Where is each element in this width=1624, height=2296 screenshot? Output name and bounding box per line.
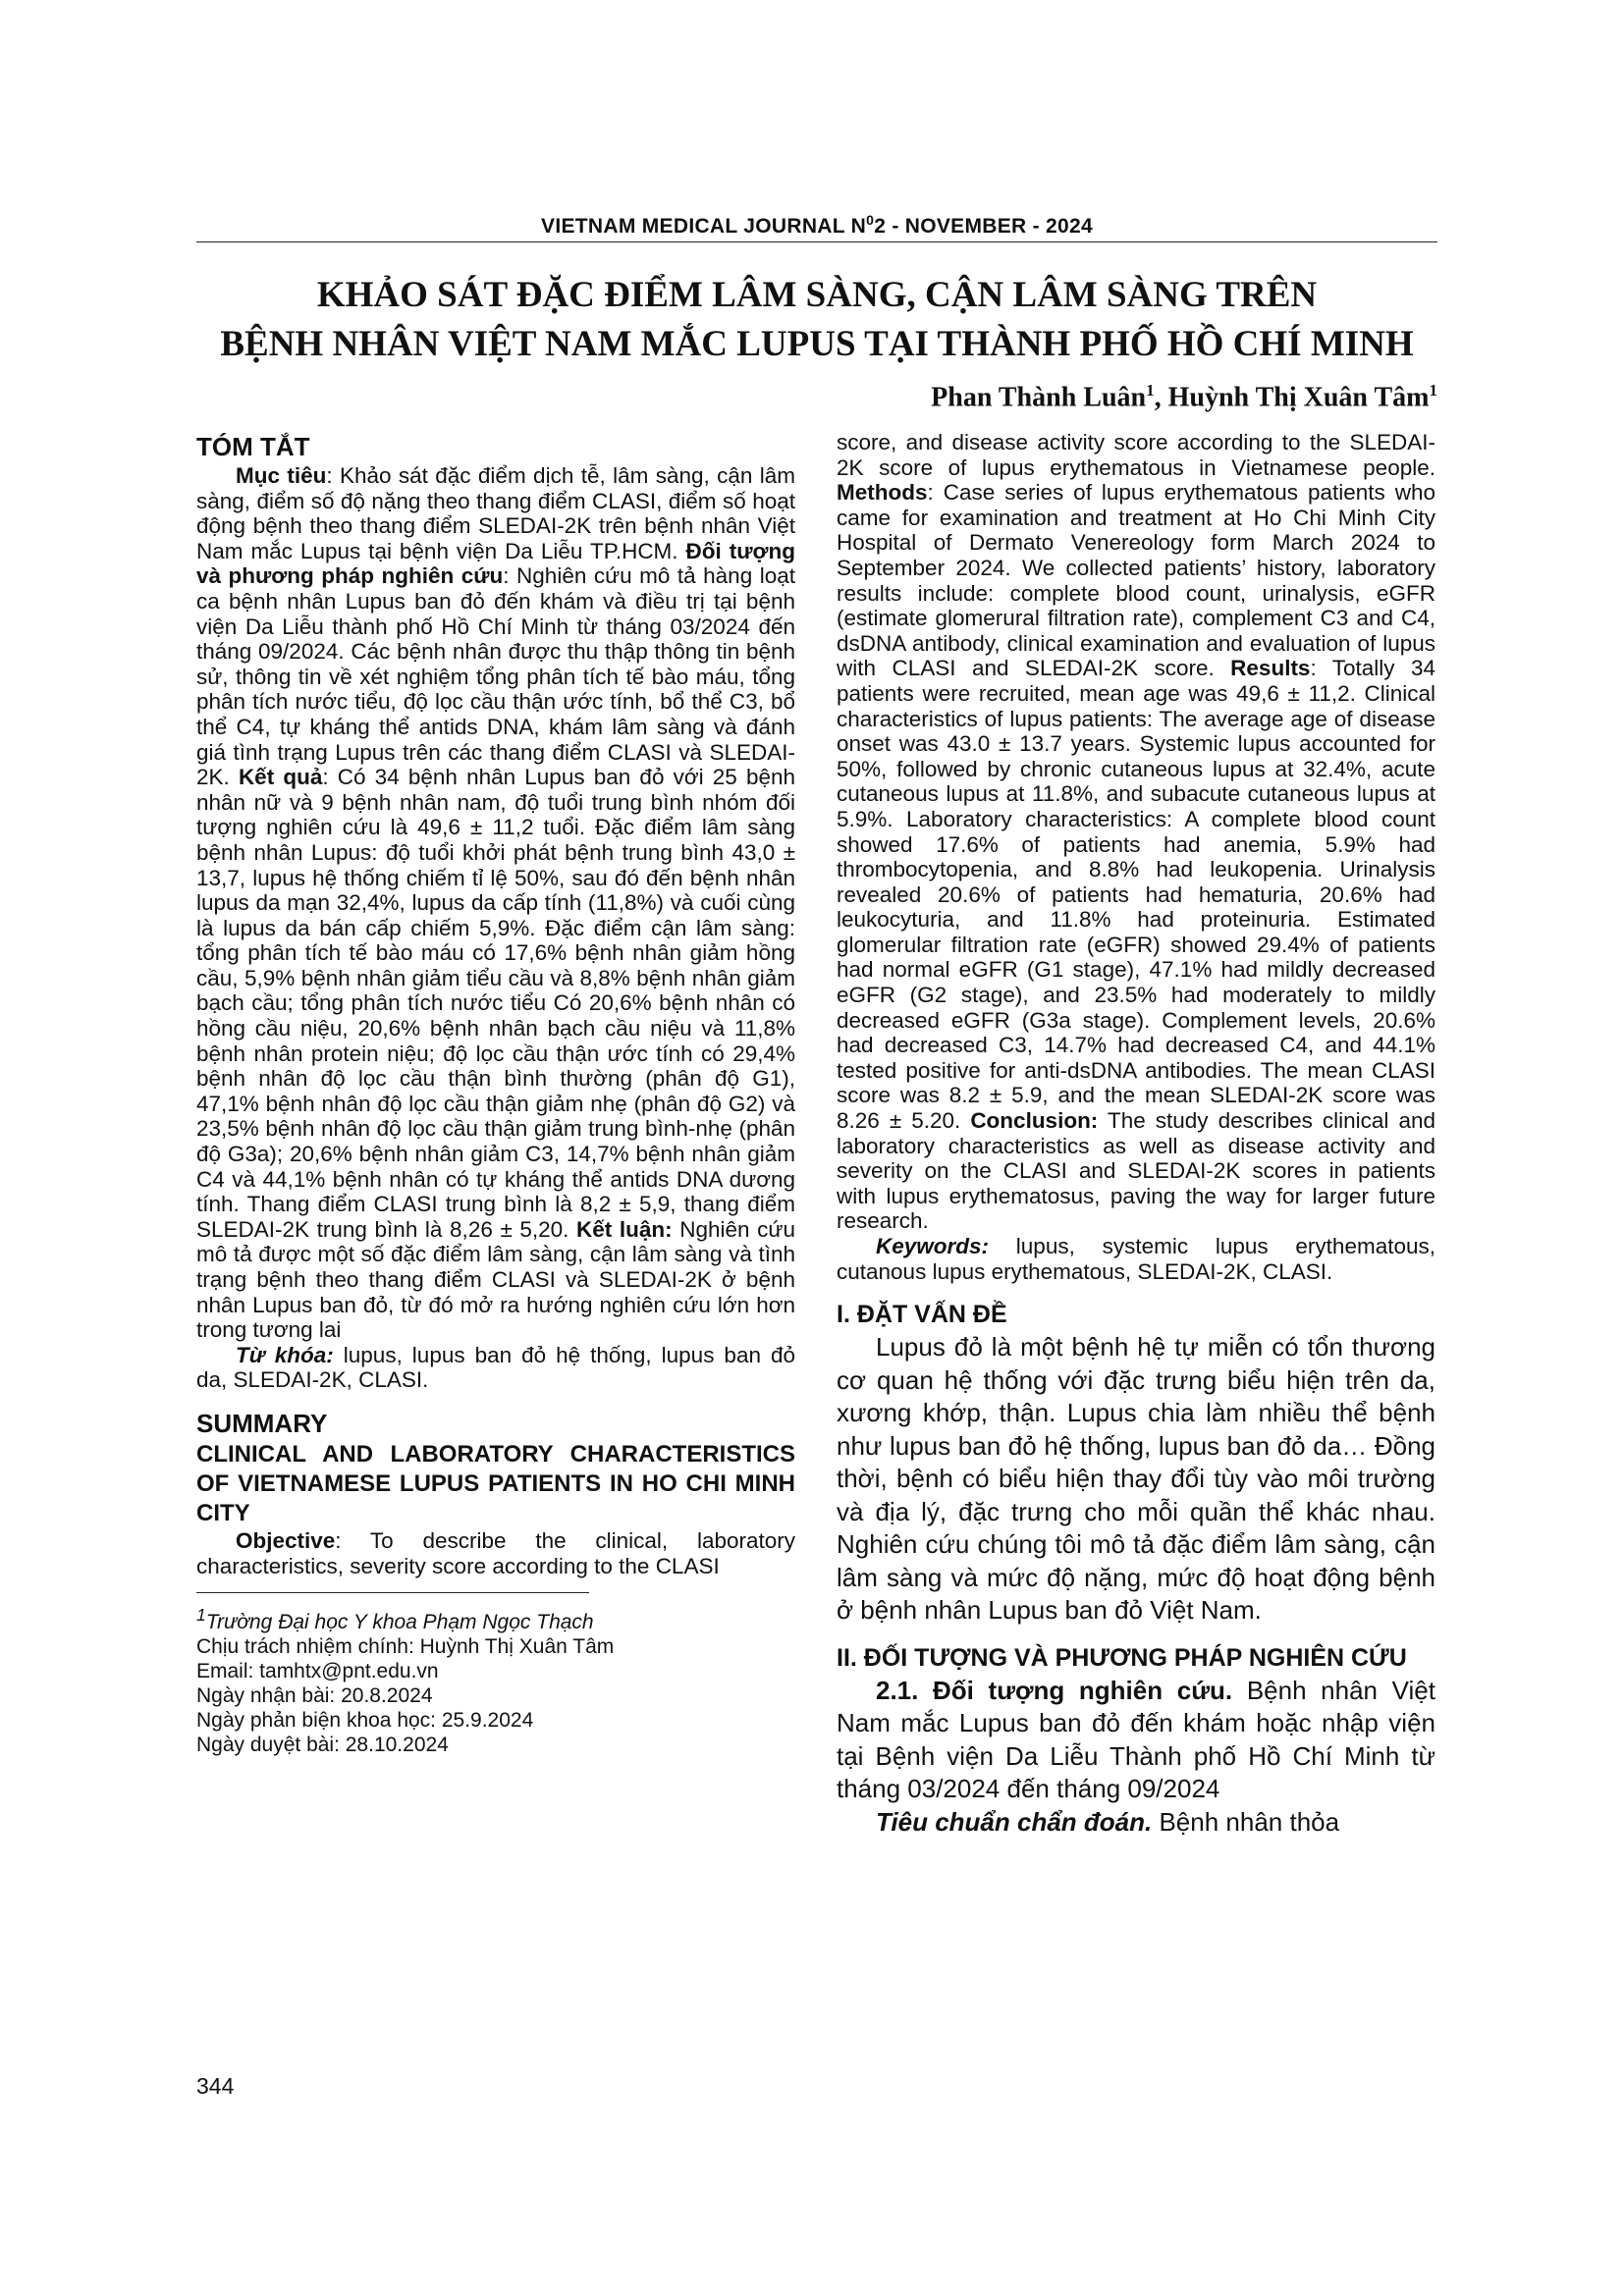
- results-en-text: : Totally 34 patients were recruited, mean age was 49,6 ± 11,2. Clinical characteristics of lupus patients: The average age of disease onset was 43.0 ± 13.7 years. Systemic lupus accounted for 50%, followed by chronic cutaneous lupus at 32.4%, acute cutaneous lupus at 11.8%, and subacute cutaneous lupus at 5.9%. Laboratory characteristics: A complete blood count showed 17.6% of patients had anemia, 5.9% had thrombocytopenia, and 8.8% had leukopenia. Urinalysis revealed 20.6% of patients had hematuria, 20.6% had leukocyturia, and 11.8% had proteinuria. Estimated glomerular filtration rate (eGFR) showed 29.4% of patients had normal eGFR (G1 stage), 47.1% had mildly decreased eGFR (G2 stage), and 23.5% had moderately to mildly decreased eGFR (G3a stage). Complement levels, 20.6% had decreased C3, 14.7% had decreased C4, and 44.1% tested positive for anti-dsDNA antibodies. The mean CLASI score was 8.2 ± 5.9, and the mean SLEDAI-2K score was 8.26 ± 5.20.: [837, 656, 1436, 1134]
- footnote-affil-sup: 1: [196, 1605, 206, 1626]
- results-vi-label: Kết quả: [238, 765, 323, 790]
- author-1: Phan Thành Luân: [931, 382, 1147, 413]
- title-line-2: BỆNH NHÂN VIỆT NAM MẮC LUPUS TẠI THÀNH PHỐ HỒ CHÍ MINH: [220, 324, 1414, 364]
- journal-issue: 2 - NOVEMBER - 2024: [874, 215, 1093, 238]
- footnote-accepted: Ngày duyệt bài: 28.10.2024: [196, 1734, 449, 1757]
- author-2-affil: 1: [1429, 381, 1437, 400]
- diagnosis-criteria-label: Tiêu chuẩn chẩn đoán.: [876, 1806, 1153, 1837]
- left-column: [196, 430, 795, 1757]
- footnote-affil-text: Trường Đại học Y khoa Phạm Ngọc Thạch: [205, 1611, 594, 1634]
- right-column: [837, 430, 1435, 1839]
- paper-title: [196, 271, 1437, 369]
- methods-vi-text: : Nghiên cứu mô tả hàng loạt ca bệnh nhân Lupus ban đỏ đến khám và điều trị tại bệnh viện Da Liễu thành phố Hồ Chí Minh từ tháng 03/2024 đến tháng 09/2024. Các bệnh nhân được thu thập thông tin bệnh sử, thông tin về xét nghiệm tổng phân tích tế bào máu, tổng phân tích nước tiểu, độ lọc cầu thận ước tính, bổ thể C3, bổ thể C4, tự kháng thể antids DNA, khám lâm sàng và đánh giá tình trạng Lupus trên các thang điểm CLASI và SLEDAI-2K.: [196, 563, 795, 790]
- footnote-responsible: Chịu trách nhiệm chính: Huỳnh Thị Xuân Tâm: [196, 1635, 615, 1659]
- diagnosis-criteria-text: Bệnh nhân thỏa: [1152, 1806, 1340, 1837]
- keywords-vi: [196, 1343, 795, 1393]
- summary-continued: [837, 430, 1435, 1234]
- section-2-1-text: Bệnh nhân Việt Nam mắc Lupus ban đỏ đến khám hoặc nhập viện tại Bệnh viện Da Liễu Thành phố Hồ Chí Minh từ tháng 03/2024 đến tháng 09/2024: [837, 1675, 1435, 1804]
- keywords-en-text: lupus, systemic lupus erythematous, cutanous lupus erythematous, SLEDAI-2K, CLASI.: [837, 1234, 1435, 1284]
- objective-en-label: Objective: [236, 1527, 336, 1553]
- abstract-vi-heading: TÓM TẮT: [196, 432, 310, 461]
- results-vi-text: : Có 34 bệnh nhân Lupus ban đỏ với 25 bệnh nhân nữ và 9 bệnh nhân nam, độ tuổi trung bình nhóm đối tượng nghiên cứu là 49,6 ± 11,2 tuổi. Đặc điểm lâm sàng bệnh nhân Lupus: độ tuổi khởi phát bệnh trung bình 43,0 ± 13,7, lupus hệ thống chiếm tỉ lệ 50%, sau đó đến bệnh nhân lupus da mạn 32,4%, lupus da cấp tính (11,8%) và cuối cùng là lupus da bán cấp chiếm 5,9%. Đặc điểm cận lâm sàng: tổng phân tích tế bào máu có 17,6% bệnh nhân giảm hồng cầu, 5,9% bệnh nhân giảm tiểu cầu và 8,8% bệnh nhân giảm bạch cầu; tổng phân tích nước tiểu Có 20,6% bệnh nhân có hồng cầu niệu, 20,6% bệnh nhân bạch cầu niệu và 11,8% bệnh nhân protein niệu; độ lọc cầu thận ước tính có 29,4% bệnh nhân độ lọc cầu thận bình thường (phân độ G1), 47,1% bệnh nhân độ lọc cầu thận giảm nhẹ (phân độ G2) và 23,5% bệnh nhân độ lọc cầu thận giảm trung bình-nhẹ (phân độ G3a); 20,6% bệnh nhân giảm C3, 14,7% bệnh nhân giảm C4 và 44,1% bệnh nhân có tự kháng thể antids DNA dương tính. Thang điểm CLASI trung bình là 8,2 ± 5,9, thang điểm SLEDAI-2K trung bình là 8,26 ± 5,20.: [196, 765, 795, 1242]
- conclusion-en-text: The study describes clinical and laboratory characteristics as well as disease activity and severity on the CLASI and SLEDAI-2K scores in patients with lupus erythematosus, paving the way for larger future research.: [837, 1108, 1436, 1234]
- author-sep: ,: [1154, 382, 1168, 413]
- section-2-1: [837, 1675, 1435, 1806]
- author-list: [931, 381, 1437, 413]
- journal-number-sup: 0: [866, 212, 875, 228]
- footnote-email: Email: tamhtx@pnt.edu.vn: [196, 1660, 439, 1683]
- methods-vi-label: Đối tượng và phương pháp nghiên cứu: [196, 538, 795, 589]
- objective-vi-label: Mục tiêu: [236, 463, 327, 488]
- footnote-reviewed: Ngày phản biện khoa học: 25.9.2024: [196, 1709, 534, 1733]
- journal-name: VIETNAM MEDICAL JOURNAL N: [541, 215, 867, 238]
- footnote-received: Ngày nhận bài: 20.8.2024: [196, 1684, 433, 1708]
- running-header: [196, 212, 1437, 239]
- summary-objective: [196, 1528, 795, 1578]
- section-2-1-label: 2.1. Đối tượng nghiên cứu.: [876, 1675, 1233, 1705]
- author-2: Huỳnh Thị Xuân Tâm: [1167, 382, 1430, 413]
- page-number: 344: [196, 2073, 235, 2099]
- keywords-vi-text: lupus, lupus ban đỏ hệ thống, lupus ban đỏ da, SLEDAI-2K, CLASI.: [196, 1342, 795, 1393]
- abstract-vi-body: [196, 463, 795, 1343]
- methods-en-label: Methods: [837, 480, 928, 506]
- conclusion-vi-label: Kết luận:: [576, 1216, 673, 1242]
- keywords-vi-label: Từ khóa:: [236, 1342, 334, 1367]
- keywords-en: [837, 1234, 1435, 1284]
- footnote-affiliation: [196, 1603, 795, 1634]
- header-rule: [196, 241, 1437, 242]
- conclusion-en-label: Conclusion:: [970, 1108, 1099, 1134]
- diagnosis-criteria: [837, 1806, 1435, 1840]
- methods-en-text: : Case series of lupus erythematous patients who came for examination and treatment at Ho Chi Minh City Hospital of Dermato Venereology form March 2024 to September 2024. We collected patients’ history, laboratory results include: complete blood count, urinalysis, eGFR (estimate glomerural filtration rate), complement C3 and C4, dsDNA antibody, clinical examination and evaluation of lupus with CLASI and SLEDAI-2K score.: [837, 480, 1435, 681]
- objective-en-text-right: score, and disease activity score according to the SLEDAI-2K score of lupus erythematous in Vietnamese people.: [837, 430, 1435, 480]
- conclusion-vi-text: Nghiên cứu mô tả được một số đặc điểm lâm sàng, cận lâm sàng và tình trạng bệnh theo thang điểm CLASI và SLEDAI-2K ở bệnh nhân Lupus ban đỏ, từ đó mở ra hướng nghiên cứu lớn hơn trong tương lai: [196, 1216, 795, 1343]
- section-1-text: Lupus đỏ là một bệnh hệ tự miễn có tổn thương cơ quan hệ thống với đặc trưng biểu hiện trên da, xương khớp, thận. Lupus chia làm nhiều thể bệnh như lupus ban đỏ hệ thống, lupus ban đỏ da… Đồng thời, bệnh có biểu hiện thay đổi tùy vào môi trường và địa lý, đặc trưng cho mỗi quần thể khác nhau. Nghiên cứu chúng tôi mô tả đặc điểm lâm sàng, cận lâm sàng và mức độ nặng, mức độ hoạt động bệnh ở bệnh nhân Lupus ban đỏ Việt Nam.: [837, 1332, 1435, 1626]
- summary-heading: SUMMARY: [196, 1408, 328, 1438]
- objective-en-text-left: : To describe the clinical, laboratory characteristics, severity score according to the CLASI: [196, 1527, 795, 1578]
- summary-title: CLINICAL AND LABORATORY CHARACTERISTICS OF VIETNAMESE LUPUS PATIENTS IN HO CHI MINH CITY: [196, 1440, 795, 1526]
- keywords-en-label: Keywords:: [876, 1234, 990, 1258]
- footnote-rule: [196, 1592, 589, 1593]
- section-2-heading: II. ĐỐI TƯỢNG VÀ PHƯƠNG PHÁP NGHIÊN CỨU: [837, 1643, 1407, 1672]
- objective-vi-text: : Khảo sát đặc điểm dịch tễ, lâm sàng, cận lâm sàng, điểm số độ nặng theo thang điểm CLASI, điểm số hoạt động bệnh theo thang điểm SLEDAI-2K trên bệnh nhân Việt Nam mắc Lupus tại bệnh viện Da Liễu TP.HCM.: [196, 463, 795, 563]
- results-en-label: Results: [1230, 656, 1311, 681]
- author-1-affil: 1: [1146, 381, 1155, 400]
- section-1-heading: I. ĐẶT VẤN ĐỀ: [837, 1301, 1007, 1329]
- title-line-1: KHẢO SÁT ĐẶC ĐIỂM LÂM SÀNG, CẬN LÂM SÀNG TRÊN: [316, 275, 1318, 315]
